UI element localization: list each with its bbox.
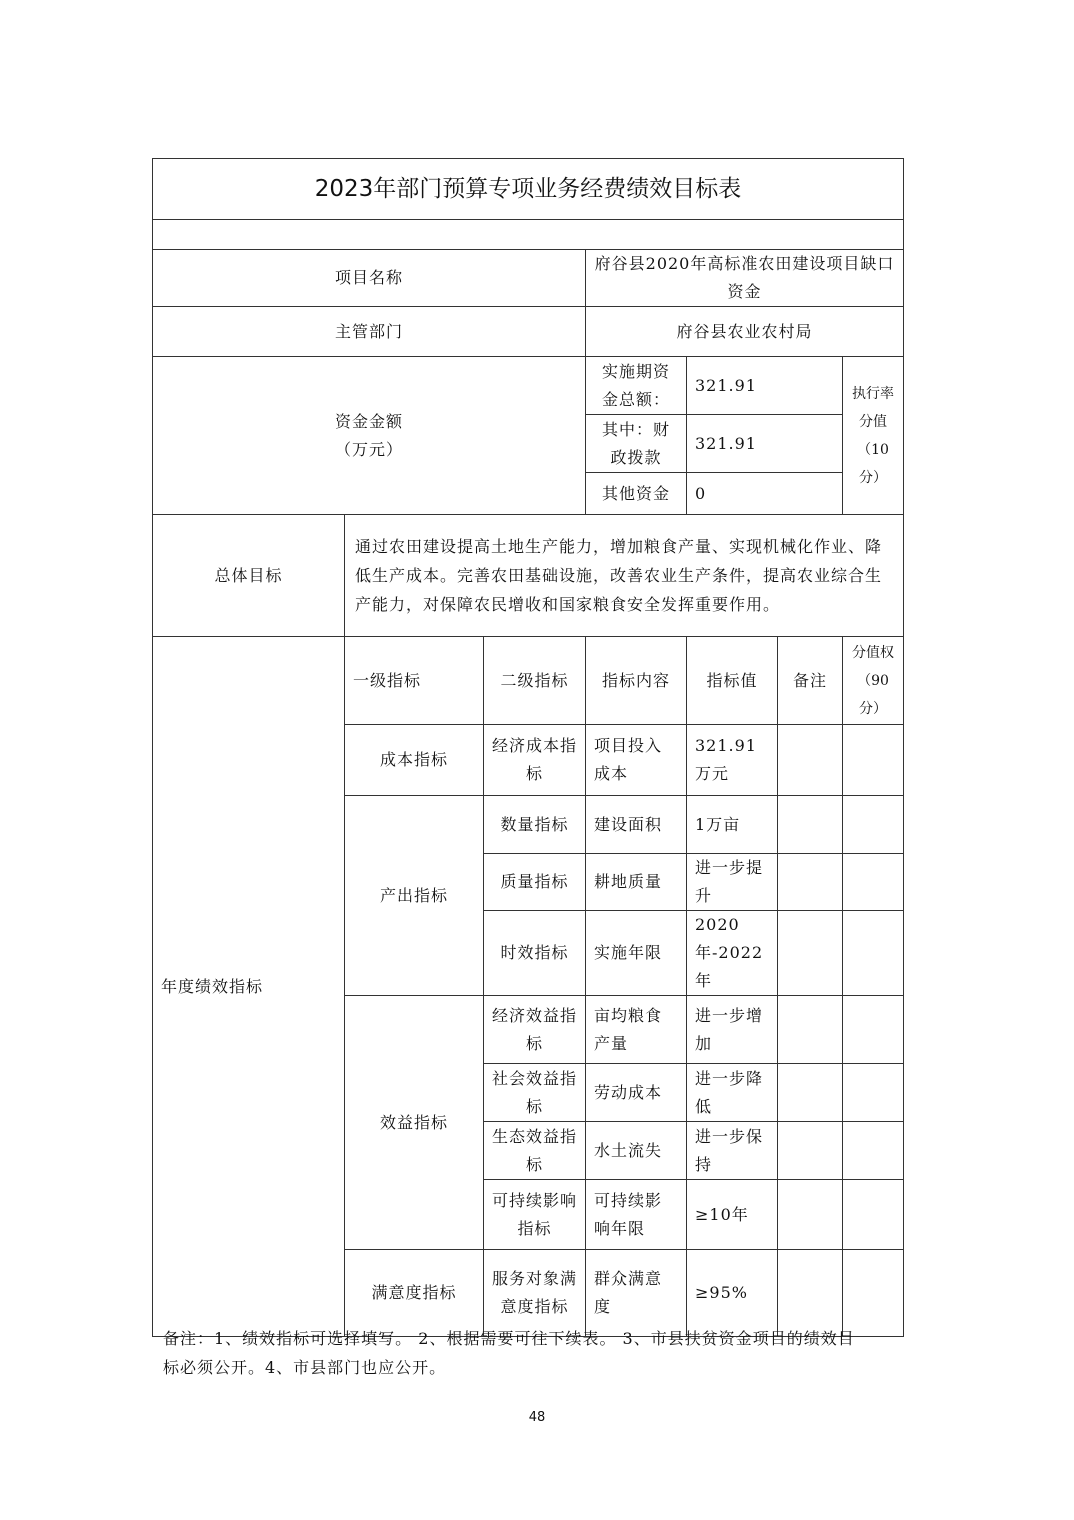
row-content: 群众满意度 <box>586 1250 687 1337</box>
row-remark <box>778 1180 843 1250</box>
row-value: ≥95% <box>687 1250 778 1337</box>
row-level2: 服务对象满意度指标 <box>484 1250 586 1337</box>
row-content: 劳动成本 <box>586 1064 687 1122</box>
row-weight <box>843 1122 904 1180</box>
funds-label-line1: 资金金额 <box>334 411 403 431</box>
row-level2: 数量指标 <box>484 796 586 854</box>
row-remark <box>778 911 843 996</box>
row-remark <box>778 854 843 911</box>
row-content: 实施年限 <box>586 911 687 996</box>
row-weight <box>843 911 904 996</box>
row-weight <box>843 725 904 796</box>
funds-label <box>153 357 586 515</box>
row-value: 进一步增加 <box>687 996 778 1064</box>
group-benefit: 效益指标 <box>345 996 484 1250</box>
row-value: 321.91万元 <box>687 725 778 796</box>
other-funds-label: 其他资金 <box>586 473 687 515</box>
row-content: 可持续影响年限 <box>586 1180 687 1250</box>
row-value: 进一步降低 <box>687 1064 778 1122</box>
row-value: 进一步提升 <box>687 854 778 911</box>
row-level2: 社会效益指标 <box>484 1064 586 1122</box>
row-content: 项目投入成本 <box>586 725 687 796</box>
group-output: 产出指标 <box>345 796 484 996</box>
fiscal-funds-value: 321.91 <box>687 415 843 473</box>
row-value: ≥10年 <box>687 1180 778 1250</box>
funds-label-line2: （万元） <box>334 439 403 459</box>
total-funds-label: 实施期资金总额： <box>586 357 687 415</box>
row-value: 2020年-2022年 <box>687 911 778 996</box>
table-title: 2023年部门预算专项业务经费绩效目标表 <box>153 159 904 220</box>
header-content: 指标内容 <box>586 637 687 725</box>
goal-label: 总体目标 <box>153 515 345 637</box>
total-funds-value: 321.91 <box>687 357 843 415</box>
row-remark <box>778 796 843 854</box>
row-remark <box>778 725 843 796</box>
row-weight <box>843 1180 904 1250</box>
department-value: 府谷县农业农村局 <box>586 307 904 357</box>
row-value: 进一步保持 <box>687 1122 778 1180</box>
page-number: 48 <box>528 1410 546 1425</box>
header-level2: 二级指标 <box>484 637 586 725</box>
indicator-section-label: 年度绩效指标 <box>153 637 345 1337</box>
fiscal-funds-label: 其中：财政拨款 <box>586 415 687 473</box>
goal-text: 通过农田建设提高土地生产能力，增加粮食产量、实现机械化作业、降低生产成本。完善农田基础设施，改善农业生产条件，提高农业综合生产能力，对保障农民增收和国家粮食安全发挥重要作用。 <box>345 515 904 637</box>
row-content: 亩均粮食产量 <box>586 996 687 1064</box>
row-level2: 经济效益指标 <box>484 996 586 1064</box>
project-name-label: 项目名称 <box>153 250 586 307</box>
row-level2: 生态效益指标 <box>484 1122 586 1180</box>
header-level1: 一级指标 <box>345 637 484 725</box>
row-remark <box>778 1122 843 1180</box>
row-weight <box>843 854 904 911</box>
performance-table-container <box>152 158 903 1337</box>
group-cost: 成本指标 <box>345 725 484 796</box>
row-remark <box>778 1064 843 1122</box>
row-level2: 时效指标 <box>484 911 586 996</box>
performance-table <box>152 158 904 1337</box>
row-remark <box>778 996 843 1064</box>
row-level2: 可持续影响指标 <box>484 1180 586 1250</box>
header-weight: 分值权（90分） <box>843 637 904 725</box>
project-name-value: 府谷县2020年高标准农田建设项目缺口资金 <box>586 250 904 307</box>
row-weight <box>843 1064 904 1122</box>
blank-row <box>153 220 904 250</box>
row-content: 建设面积 <box>586 796 687 854</box>
row-content: 水土流失 <box>586 1122 687 1180</box>
row-value: 1万亩 <box>687 796 778 854</box>
header-remark: 备注 <box>778 637 843 725</box>
row-content: 耕地质量 <box>586 854 687 911</box>
header-value: 指标值 <box>687 637 778 725</box>
department-label: 主管部门 <box>153 307 586 357</box>
exec-rate-label: 执行率分值（10分） <box>843 357 904 515</box>
row-weight <box>843 796 904 854</box>
row-level2: 质量指标 <box>484 854 586 911</box>
other-funds-value: 0 <box>687 473 843 515</box>
footnote: 备注：1、绩效指标可选择填写。 2、根据需要可往下续表。 3、市县扶贫资金项目的绩效目标必须公开。4、市县部门也应公开。 <box>163 1329 855 1377</box>
group-satisfaction: 满意度指标 <box>345 1250 484 1337</box>
row-level2: 经济成本指标 <box>484 725 586 796</box>
row-weight <box>843 996 904 1064</box>
